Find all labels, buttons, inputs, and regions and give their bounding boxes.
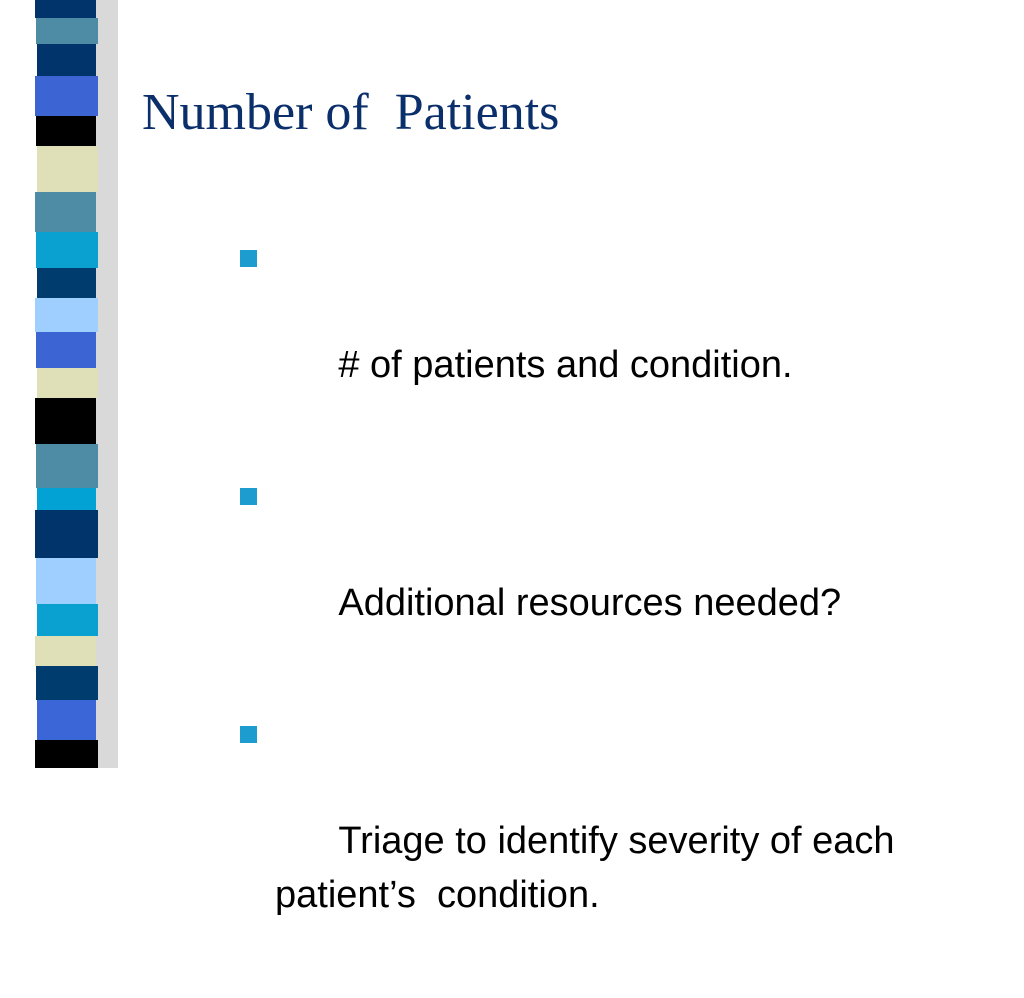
stripe-block <box>35 0 96 18</box>
stripe-block <box>36 332 96 368</box>
bullet-list <box>238 230 1008 998</box>
stripe-block <box>36 18 98 44</box>
stripe-block <box>37 44 96 76</box>
bullet-text: Additional resources needed? <box>338 582 842 624</box>
bullet-text: Triage to identify severity of each patient’s condition. <box>275 820 906 916</box>
stripe-block <box>37 368 98 398</box>
stripe-block <box>36 666 98 700</box>
stripe-block <box>35 510 98 558</box>
bullet-text: # of patients and condition. <box>338 344 793 386</box>
bullet-item <box>238 230 1008 446</box>
stripe-block <box>36 232 98 268</box>
stripe-block <box>37 488 96 510</box>
stripe-block <box>36 558 96 604</box>
stripe-shadow <box>96 0 118 768</box>
stripe-block <box>35 76 98 116</box>
stripe-block <box>36 116 96 146</box>
stripe-block <box>37 268 96 298</box>
stripe-block <box>35 740 98 768</box>
square-bullet-icon <box>240 250 257 267</box>
stripe-block <box>35 398 96 444</box>
square-bullet-icon <box>240 488 257 505</box>
slide-title: Number of Patients <box>142 84 560 141</box>
stripe-block <box>35 192 96 232</box>
stripe-block <box>35 298 98 332</box>
stripe-block <box>37 604 98 636</box>
stripe-block <box>35 636 96 666</box>
square-bullet-icon <box>240 726 257 743</box>
bullet-item <box>238 468 1008 684</box>
stripe-block <box>36 444 98 488</box>
decorative-stripe <box>0 0 118 768</box>
bullet-item <box>238 706 1008 976</box>
stripe-block <box>37 146 98 192</box>
stripe-block <box>37 700 96 740</box>
